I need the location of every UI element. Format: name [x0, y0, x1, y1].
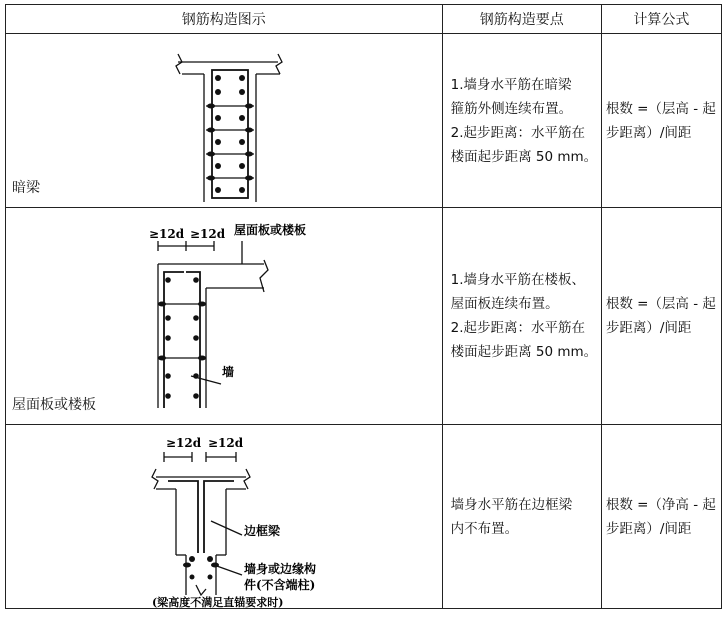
table-row: [6, 34, 722, 208]
point-line: 2.起步距离：水平筋在: [450, 124, 585, 141]
figure-label-slab: 屋面板或楼板: [12, 397, 96, 413]
point-line: 2.起步距离：水平筋在: [450, 320, 585, 336]
point-line: 墙身水平筋在边框梁: [450, 496, 573, 513]
table-row: [6, 208, 722, 425]
point-line: 1.墙身水平筋在暗梁: [450, 76, 572, 93]
point-line: 1.墙身水平筋在楼板、: [450, 272, 585, 288]
wall-label: 墙身或边缘构: [244, 562, 317, 576]
formula-cell: [601, 425, 721, 609]
figure-cell-frame-beam: [6, 425, 443, 609]
points-cell: [442, 208, 601, 425]
point-line: 内不布置。: [450, 520, 519, 537]
figure-cell-slab: [6, 208, 443, 425]
frame-beam-diagram: [6, 425, 442, 609]
dim-label: ≥12d: [190, 227, 226, 241]
beam-label: 边框梁: [244, 524, 281, 538]
dim-label: ≥12d: [166, 436, 202, 450]
points-cell: [442, 34, 601, 208]
slab-diagram: [6, 208, 442, 425]
figure-label-hidden-beam: 暗梁: [12, 180, 40, 196]
formula-line: 步距离）/间距: [605, 520, 692, 537]
slab-label: 屋面板或楼板: [234, 223, 307, 237]
header-figure: 钢筋构造图示: [6, 5, 443, 34]
rebar-table: [5, 4, 722, 609]
points-cell: [442, 425, 601, 609]
wall-label: 墙: [222, 365, 235, 379]
header-points: 钢筋构造要点: [442, 5, 601, 34]
header-row: [6, 5, 722, 34]
formula-line: 根数 =（净高 - 起: [605, 496, 716, 513]
formula-line: 步距离）/间距: [605, 320, 692, 336]
header-formula: 计算公式: [601, 5, 721, 34]
figure-cell-hidden-beam: [6, 34, 443, 208]
point-line: 箍筋外侧连续布置。: [450, 100, 573, 117]
dim-label: ≥12d: [149, 227, 185, 241]
point-line: 楼面起步距离 50 mm。: [450, 148, 598, 165]
formula-line: 根数 =（层高 - 起: [605, 100, 716, 117]
hidden-beam-diagram: [6, 34, 442, 208]
table-row: [6, 425, 722, 609]
formula-line: 步距离）/间距: [605, 124, 692, 141]
point-line: 楼面起步距离 50 mm。: [450, 344, 598, 360]
dim-label: ≥12d: [208, 436, 244, 450]
formula-cell: [601, 34, 721, 208]
formula-line: 根数 =（层高 - 起: [605, 296, 716, 312]
caption-label: (梁高度不满足直锚要求时): [152, 596, 284, 609]
point-line: 屋面板连续布置。: [450, 296, 559, 312]
formula-cell: [601, 208, 721, 425]
wall-label: 件(不含端柱): [244, 578, 316, 592]
